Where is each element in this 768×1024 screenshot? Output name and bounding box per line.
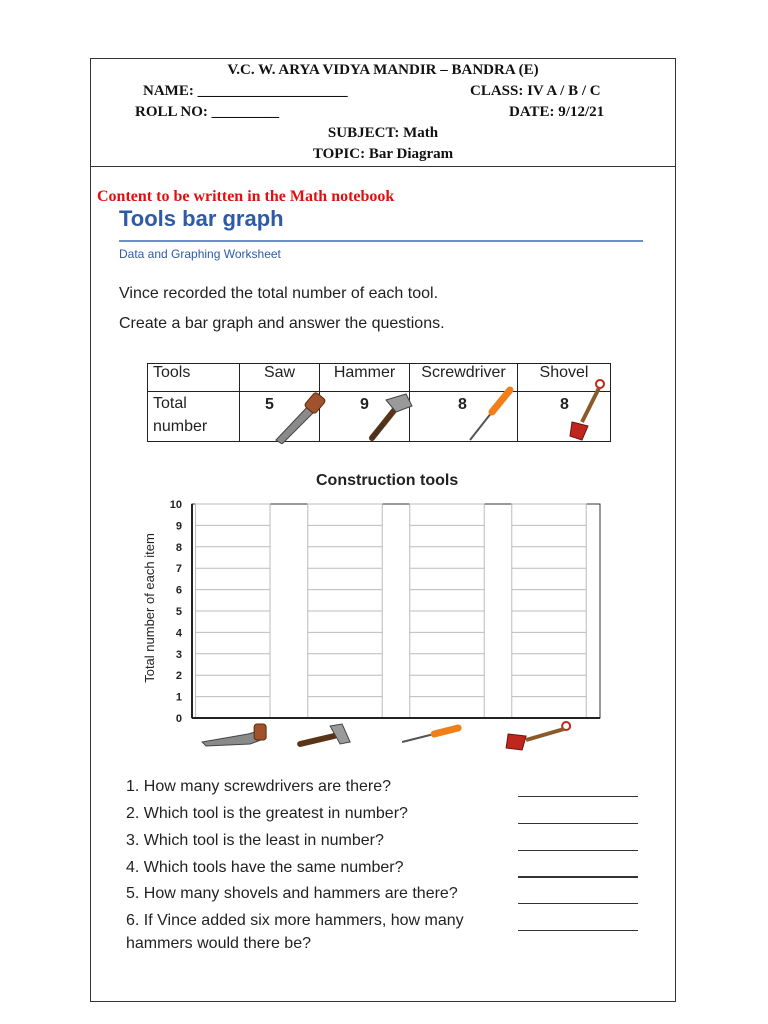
roll-label: ROLL NO: _________	[135, 104, 280, 120]
y-tick-label: 0	[175, 713, 182, 725]
value-cell-saw	[240, 392, 320, 442]
value-cell-hammer	[320, 392, 410, 442]
title-rule	[119, 240, 643, 242]
chart-title: Construction tools	[316, 472, 459, 489]
value-cell-shovel	[518, 392, 611, 442]
chart-y-label: Total number of each item	[142, 533, 157, 683]
col-label-shovel: Shovel	[539, 364, 589, 381]
hammer-icon	[366, 392, 416, 444]
y-tick-label: 9	[175, 520, 182, 533]
question-6: 6. If Vince added six more hammers, how many	[126, 912, 464, 929]
bar-chart	[136, 492, 616, 752]
col-label-saw: Saw	[263, 364, 296, 381]
header	[91, 59, 675, 167]
class-label: CLASS: IV A / B / C	[470, 83, 601, 99]
answer-line-2[interactable]	[518, 823, 638, 824]
chart-grid	[192, 504, 600, 718]
question-6-cont: hammers would there be?	[126, 935, 311, 952]
total-label: Total	[153, 395, 187, 412]
question-4: 4. Which tools have the same number?	[126, 859, 404, 876]
worksheet-subtitle: Data and Graphing Worksheet	[119, 247, 281, 261]
col-saw	[240, 364, 320, 392]
answer-line-3[interactable]	[518, 850, 638, 851]
screwdriver-icon	[466, 386, 518, 444]
answer-line-1[interactable]	[518, 796, 638, 797]
answer-line-4[interactable]	[518, 876, 638, 878]
value-saw: 5	[265, 396, 274, 413]
question-3: 3. Which tool is the least in number?	[126, 832, 384, 849]
value-shovel: 8	[560, 396, 569, 413]
chart-x-icons	[202, 722, 570, 750]
school-name: V.C. W. ARYA VIDYA MANDIR – BANDRA (E)	[227, 62, 539, 78]
number-label: number	[153, 418, 208, 435]
question-2: 2. Which tool is the greatest in number?	[126, 805, 408, 822]
question-1: 1. How many screwdrivers are there?	[126, 778, 391, 795]
subject-label: SUBJECT: Math	[327, 125, 439, 141]
tools-table	[147, 363, 611, 442]
total-number-cell	[148, 392, 240, 442]
name-label: NAME: ____________________	[143, 83, 348, 99]
notebook-notice: Content to be written in the Math notebook	[97, 188, 395, 205]
answer-line-6[interactable]	[518, 930, 638, 931]
shovel-icon	[558, 378, 610, 444]
date-label: DATE: 9/12/21	[509, 104, 605, 120]
topic-label: TOPIC: Bar Diagram	[312, 146, 454, 162]
screwdriver-icon	[402, 728, 458, 742]
value-cell-screwdriver	[410, 392, 518, 442]
y-tick-label: 1	[175, 691, 182, 704]
chart-y-ticks	[170, 499, 183, 725]
tools-header-label: Tools	[153, 364, 191, 381]
answer-line-5[interactable]	[518, 903, 638, 904]
y-tick-label: 6	[175, 584, 182, 597]
y-tick-label: 3	[175, 648, 182, 661]
col-label-hammer: Hammer	[333, 364, 396, 381]
hammer-icon	[300, 724, 350, 744]
y-tick-label: 2	[175, 670, 182, 683]
tools-header-cell	[148, 364, 240, 392]
y-tick-label: 8	[175, 541, 182, 554]
saw-icon	[202, 724, 266, 746]
col-label-screwdriver: Screwdriver	[421, 364, 506, 381]
question-5: 5. How many shovels and hammers are there?	[126, 885, 458, 902]
shovel-icon	[506, 722, 570, 750]
y-tick-label: 4	[175, 627, 182, 640]
worksheet-title: Tools bar graph	[119, 206, 284, 231]
col-hammer	[320, 364, 410, 392]
instruction-2: Create a bar graph and answer the questions.	[119, 315, 445, 332]
value-screwdriver: 8	[458, 396, 467, 413]
y-tick-label: 10	[169, 499, 182, 511]
value-hammer: 9	[360, 396, 369, 413]
y-tick-label: 7	[175, 563, 182, 576]
instruction-1: Vince recorded the total number of each tool.	[119, 285, 439, 302]
y-tick-label: 5	[175, 606, 182, 618]
